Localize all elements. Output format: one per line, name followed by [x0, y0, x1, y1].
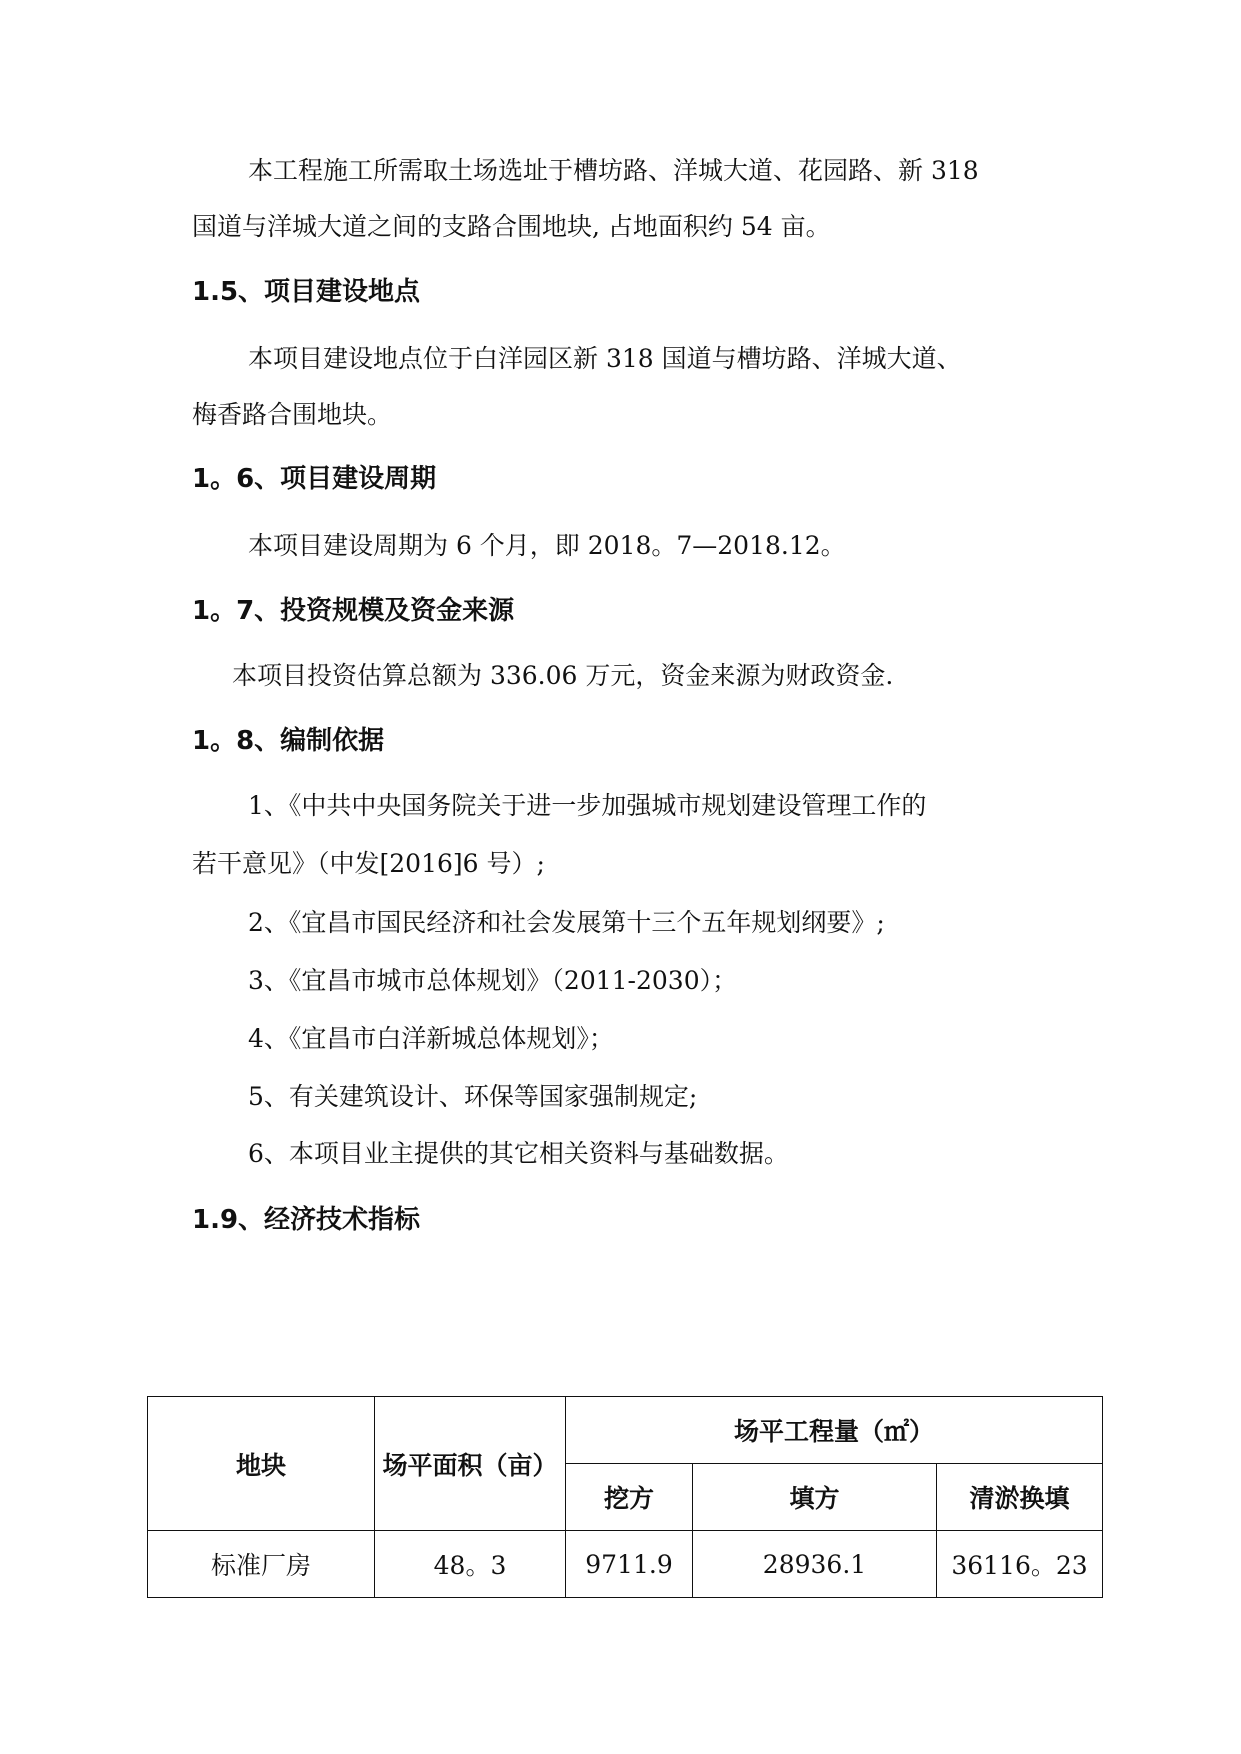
- basis-item-5: 5、有关建筑设计、环保等国家强制规定;: [248, 1082, 698, 1111]
- investment-line: 本项目投资估算总额为 336.06 万元，资金来源为财政资金.: [232, 661, 894, 690]
- location-line-2: 梅香路合围地块。: [192, 400, 393, 429]
- cell-silt: 36116。23: [937, 1531, 1103, 1598]
- cell-plot: 标准厂房: [148, 1531, 375, 1598]
- cell-cut: 9711.9: [566, 1531, 693, 1598]
- header-volume: 场平工程量（㎡）: [566, 1397, 1103, 1464]
- basis-item-2: 2、《宜昌市国民经济和社会发展第十三个五年规划纲要》;: [248, 908, 885, 937]
- basis-item-1-line-1: 1、《中共中央国务院关于进一步加强城市规划建设管理工作的: [248, 791, 927, 820]
- intro-line-2: 国道与洋城大道之间的支路合围地块, 占地面积约 54 亩。: [192, 212, 831, 241]
- header-area: 场平面积（亩）: [375, 1397, 566, 1531]
- location-line-1: 本项目建设地点位于白洋园区新 318 国道与槽坊路、洋城大道、: [248, 344, 962, 373]
- section-heading-1-6: 1。6、项目建设周期: [192, 464, 437, 494]
- section-heading-1-7: 1。7、投资规模及资金来源: [192, 596, 515, 626]
- section-heading-1-5: 1.5、项目建设地点: [192, 277, 421, 307]
- indicator-table: [147, 1396, 1103, 1598]
- header-fill: 填方: [693, 1464, 937, 1531]
- section-heading-1-9: 1.9、经济技术指标: [192, 1205, 421, 1235]
- basis-item-1-line-2: 若干意见》（中发[2016]6 号）;: [192, 849, 545, 878]
- header-plot: 地块: [148, 1397, 375, 1531]
- basis-item-3: 3、《宜昌市城市总体规划》（2011-2030）；: [248, 966, 738, 995]
- cell-fill: 28936.1: [693, 1531, 937, 1598]
- basis-item-6: 6、本项目业主提供的其它相关资料与基础数据。: [248, 1139, 789, 1168]
- table-row: [148, 1531, 1103, 1598]
- section-heading-1-8: 1。8、编制依据: [192, 726, 385, 756]
- header-silt: 清淤换填: [937, 1464, 1103, 1531]
- cell-area: 48。3: [375, 1531, 566, 1598]
- period-line: 本项目建设周期为 6 个月，即 2018。7—2018.12。: [248, 531, 846, 560]
- header-cut: 挖方: [566, 1464, 693, 1531]
- intro-line-1: 本工程施工所需取土场选址于槽坊路、洋城大道、花园路、新 318: [248, 156, 979, 185]
- basis-item-4: 4、《宜昌市白洋新城总体规划》；: [248, 1024, 614, 1053]
